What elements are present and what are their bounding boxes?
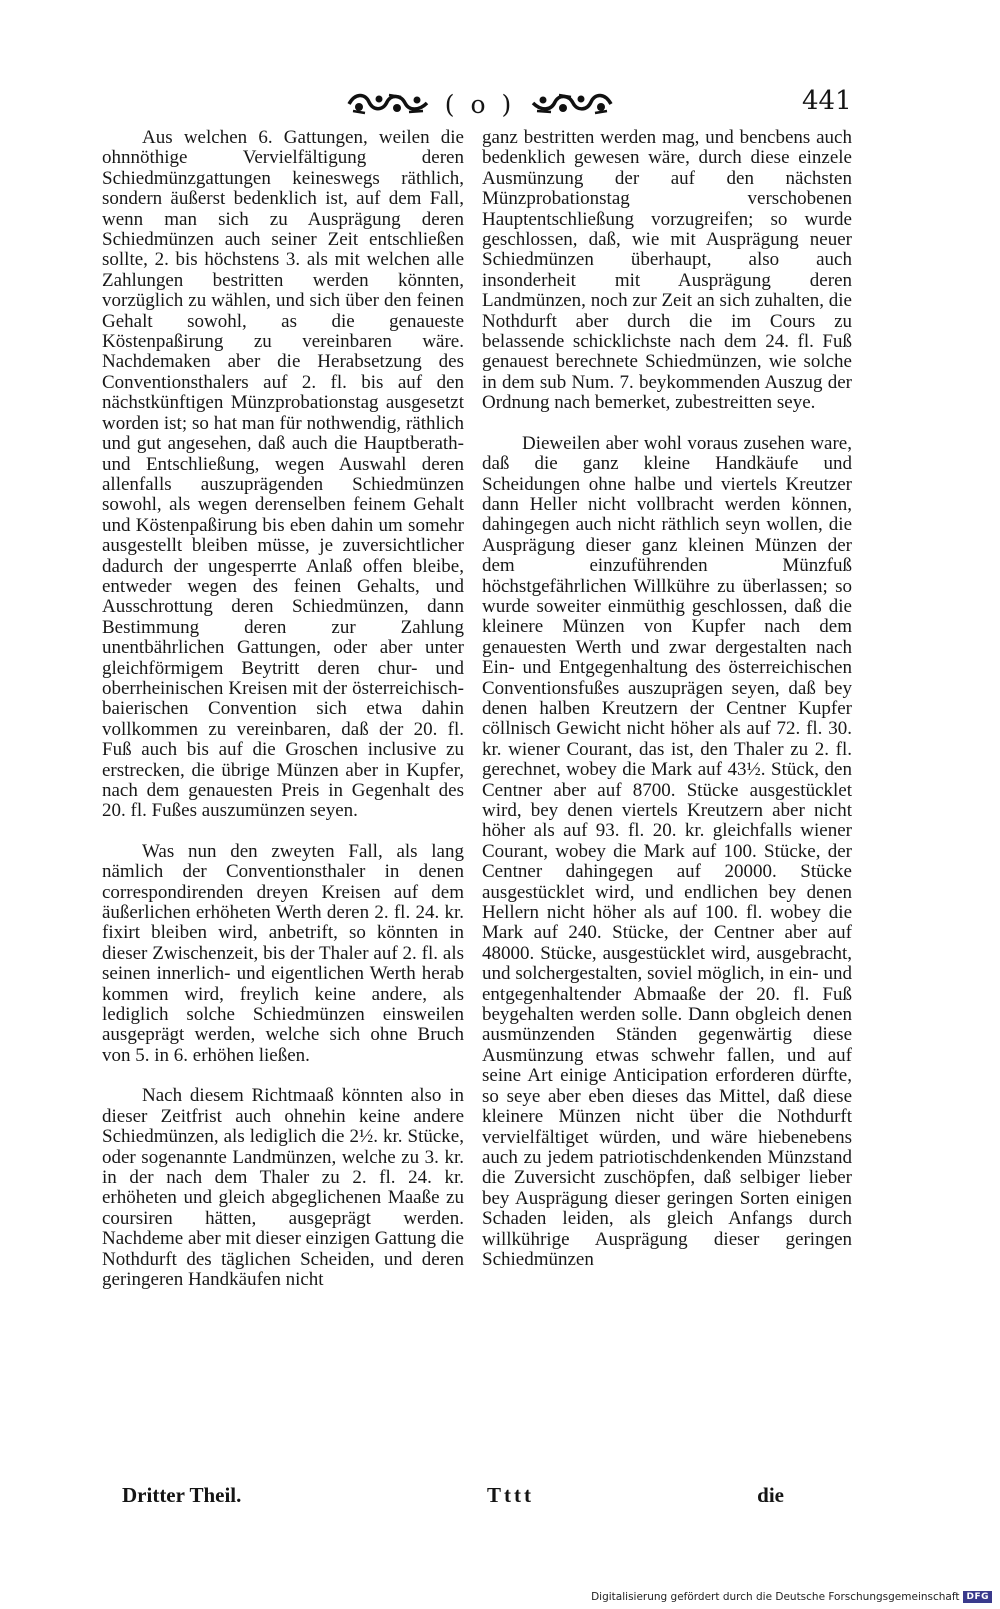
right-ornament-icon <box>529 91 615 117</box>
page-number: 441 <box>802 86 852 116</box>
page-header <box>330 86 630 122</box>
credit-text: Digitalisierung gefördert durch die Deutsche Forschungsgemeinschaft <box>591 1591 960 1603</box>
page-marker: ( o ) <box>444 89 516 119</box>
digitization-credit <box>591 1591 992 1603</box>
catchword: die <box>757 1483 784 1507</box>
page-footer <box>102 1483 854 1509</box>
left-column <box>102 128 464 1290</box>
paragraph: Nach diesem Richtmaaß könnten also in dieser Zeitfrist auch ohnehin keine andere Schiedmünzen, als lediglich die 2½. kr. Stücke, oder sogenannte Landmünzen, welche zu 3. kr. in der nach dem Thaler zu 2. fl. 24. kr. erhöheten und gleich abgeglichenen Maaße zu coursiren hätten, ausgeprägt werden. Nachdeme aber mit dieser einzigen Gattung die Nothdurft des täglichen Scheiden, und deren geringeren Handkäufen nicht <box>102 1085 464 1290</box>
right-column <box>482 128 852 1270</box>
paragraph: Dieweilen aber wohl voraus zusehen ware, daß die ganz kleine Handkäufe und Scheidungen ohne halbe und viertels Kreutzer dann Heller nicht vollbracht werden können, dahingegen auch nicht räthlich seyn wollen, die Ausprägung dieser ganz kleinen Münzen der dem einzuführenden Münzfuß höchstgefährlichen Willkühre zu überlassen; so wurde soweiter einmüthig geschlossen, daß die kleinere Münzen von Kupfer nach dem genauesten Werth und zwar dergestalten nach Ein- und Entgegenhaltung des österreichischen Conventionsfußes auszuprägen seyen, daß bey denen halben Kreutzern der Centner Kupfer cöllnisch Gewicht nicht höher als auf 72. fl. 30. kr. wiener Courant, das ist, den Thaler zu 2. fl. gerechnet, wobey die Mark auf 43½. Stück, den Centner aber auf 8700. Stücke ausgestücklet wird, bey denen viertels Kreutzern aber nicht höher als auf 93. fl. 20. kr. gleichfalls wiener Courant, wobey die Mark auf 100. Stücke, der Centner dahingegen auf 20000. Stücke ausgestücklet wird, und endlichen bey denen Hellern nicht höher als auf 100. fl. wobey die Mark auf 240. Stücke, der Centner aber auf 48000. Stücke, ausgestücklet wird, ausgebracht, und solchergestalten, soviel möglich, in ein- und entgegenhaltender Abmaaße der 20. fl. Fuß beygehalten werden solle. Dann obgleich denen ausmünzenden Ständen gegenwärtig diese Ausmünzung etwas schwehr fallen, und auf seine Art einige Anticipation erforderen dürfte, so seye aber eben dieses das Mittel, daß diese kleinere Münzen nicht über die Nothdurft vervielfältiget würden, und wäre hiebenebens auch zu jedem patriotischdenkenden Münzstand die Zuversicht zuschöpfen, daß selbiger lieber bey Ausprägung dieser geringen Sorten einigen Schaden leiden, als gleich Anfangs durch willkührige Ausprägung dieser geringen Schiedmünzen <box>482 432 852 1270</box>
signature-mark: Tttt <box>487 1483 534 1507</box>
paragraph: Was nun den zweyten Fall, als lang nämlich der Conventionsthaler in denen correspondirenden dreyen Kreisen auf dem äußerlichen erhöheten Werth deren 2. fl. 24. kr. fixirt bleiben wird, anbetrift, so könnten in dieser Zwischenzeit, bis der Thaler auf 2. fl. als seinen innerlich- und eigentlichen Werth herab kommen wird, freylich keine andere, als lediglich solche Schiedmünzen einsweilen ausgeprägt werden, welche sich ohne Bruch von 5. in 6. erhöhen ließen. <box>102 840 464 1066</box>
paragraph: Aus welchen 6. Gattungen, weilen die ohnnöthige Vervielfältigung deren Schiedmünzgattungen keineswegs räthlich, sondern äußerst bedenklich ist, auf dem Fall, wenn man sich zu Ausprägung deren Schiedmünzen auch seiner Zeit entschließen sollte, 2. bis höchstens 3. als mit welchen alle Zahlungen bestritten werden könnten, vorzüglich zu wählen, und sich über den feinen Gehalt sowohl, as die genaueste Köstenpaßirung zu vereinbaren wäre. Nachdemaken aber die Herabsetzung des Conventionsthalers auf 2. fl. bis auf den nächstkünftigen Münzprobationstag ausgesetzt worden ist; so hat man für nothwendig, räthlich und gut angesehen, daß auch die Hauptberath- und Entschließung, wegen Auswahl deren allenfalls auszuprägenden Schiedmünzen sowohl, als wegen derenselben feinem Gehalt und Köstenpaßirung bis eben dahin um somehr ausgestellt bleiben müsse, je zuversichtlicher dadurch der ungesperrte Anlaß offen bleibe, entweder wegen des feinen Gehalts, und Ausschrottung deren Schiedmünzen, dann Bestimmung deren zur Zahlung unentbährlichen Gattungen, oder aber unter gleichförmigem Beytritt deren chur- und oberrheinischen Kreisen mit der österreichisch-baierischen Convention sich etwa dahin vollkommen zu vereinbaren, daß der 20. fl. Fuß auch bis auf die Groschen inclusive zu erstrecken, die übrige Münzen aber in Kupfer, nach dem genauesten Preis in Gegenhalt des 20. fl. Fußes auszumünzen seyen. <box>102 127 464 822</box>
left-ornament-icon <box>345 91 431 117</box>
paragraph: ganz bestritten werden mag, und bencbens auch bedenklich gewesen wäre, durch diese einzele Ausmünzung der auf den nächsten Münzprobationstag verschobenen Hauptentschließung vorzugreifen; so wurde geschlossen, daß, wie mit Ausprägung neuer Schiedmünzen überhaupt, also auch insonderheit mit Ausprägung deren Landmünzen, noch zur Zeit an sich zuhalten, die Nothdurft aber durch die im Cours zu belassende schicklichste nach dem 24. fl. Fuß genauest berechnete Schiedmünzen, wie solche in dem sub Num. 7. beykommenden Auszug der Ordnung nach bemerket, zubestreitten seye. <box>482 127 852 414</box>
dfg-logo: DFG <box>963 1591 992 1603</box>
signature-line: Dritter Theil. <box>122 1483 242 1507</box>
